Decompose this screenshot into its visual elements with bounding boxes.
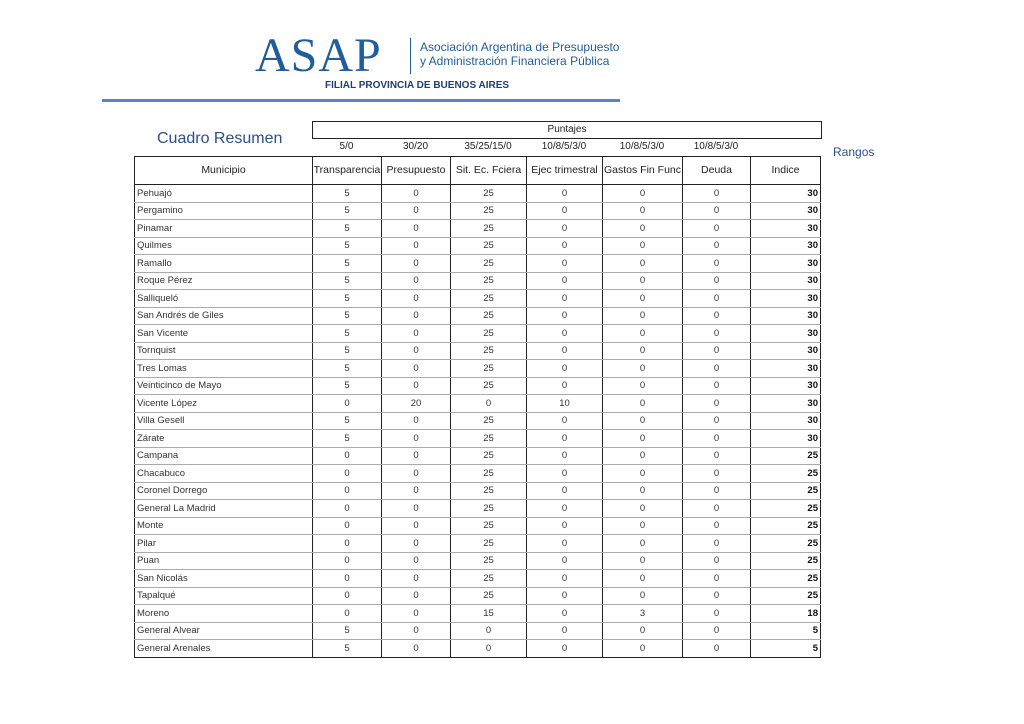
cell-transparencia: 5 [313, 412, 382, 430]
cell-indice: 5 [751, 640, 821, 658]
cell-presupuesto: 0 [382, 255, 451, 273]
cell-indice: 30 [751, 272, 821, 290]
table-row [135, 307, 821, 325]
cell-gastos: 0 [603, 272, 683, 290]
header-gastos: Gastos Fin Func [603, 157, 683, 185]
cell-deuda: 0 [683, 342, 751, 360]
cell-transparencia: 5 [313, 237, 382, 255]
cell-municipio: Campana [135, 447, 313, 465]
cell-municipio: San Vicente [135, 325, 313, 343]
cell-municipio: San Andrés de Giles [135, 307, 313, 325]
cell-gastos: 0 [603, 570, 683, 588]
cell-presupuesto: 0 [382, 237, 451, 255]
cell-municipio: Moreno [135, 605, 313, 623]
table-row [135, 220, 821, 238]
cell-sit-ec: 0 [451, 640, 527, 658]
cell-gastos: 0 [603, 430, 683, 448]
table-row [135, 272, 821, 290]
cell-municipio: Zárate [135, 430, 313, 448]
cell-gastos: 0 [603, 185, 683, 203]
cell-municipio: Roque Pérez [135, 272, 313, 290]
cell-ejec: 0 [527, 640, 603, 658]
header-municipio: Municipio [135, 157, 313, 185]
cell-transparencia: 0 [313, 447, 382, 465]
cell-municipio: Monte [135, 517, 313, 535]
cell-transparencia: 0 [313, 570, 382, 588]
cell-indice: 25 [751, 535, 821, 553]
cell-ejec: 0 [527, 272, 603, 290]
cell-ejec: 0 [527, 482, 603, 500]
cell-deuda: 0 [683, 325, 751, 343]
table-header-row [135, 157, 821, 185]
cell-indice: 30 [751, 202, 821, 220]
cell-deuda: 0 [683, 500, 751, 518]
cell-presupuesto: 0 [382, 500, 451, 518]
cell-municipio: San Nicolás [135, 570, 313, 588]
logo-filial: FILIAL PROVINCIA DE BUENOS AIRES [325, 80, 510, 91]
cell-sit-ec: 25 [451, 587, 527, 605]
cell-indice: 18 [751, 605, 821, 623]
cell-presupuesto: 0 [382, 220, 451, 238]
cell-deuda: 0 [683, 605, 751, 623]
cell-sit-ec: 25 [451, 430, 527, 448]
cell-municipio: Ramallo [135, 255, 313, 273]
cell-presupuesto: 0 [382, 552, 451, 570]
cell-indice: 25 [751, 447, 821, 465]
cell-ejec: 0 [527, 587, 603, 605]
cell-transparencia: 5 [313, 377, 382, 395]
cell-deuda: 0 [683, 255, 751, 273]
cell-sit-ec: 25 [451, 325, 527, 343]
cell-sit-ec: 25 [451, 185, 527, 203]
cell-gastos: 0 [603, 307, 683, 325]
cell-indice: 25 [751, 587, 821, 605]
cell-transparencia: 0 [313, 465, 382, 483]
cell-sit-ec: 25 [451, 272, 527, 290]
cell-presupuesto: 0 [382, 517, 451, 535]
table-row [135, 552, 821, 570]
cell-presupuesto: 0 [382, 307, 451, 325]
cell-gastos: 0 [603, 535, 683, 553]
cell-indice: 30 [751, 220, 821, 238]
cell-presupuesto: 0 [382, 430, 451, 448]
cell-gastos: 0 [603, 255, 683, 273]
cell-indice: 25 [751, 570, 821, 588]
cell-ejec: 0 [527, 237, 603, 255]
logo-line-1: Asociación Argentina de Presupuesto [420, 40, 620, 54]
cell-presupuesto: 0 [382, 482, 451, 500]
cell-indice: 30 [751, 307, 821, 325]
table-row [135, 377, 821, 395]
cell-sit-ec: 25 [451, 202, 527, 220]
table-row [135, 535, 821, 553]
cell-deuda: 0 [683, 202, 751, 220]
logo-line-2: y Administración Financiera Pública [420, 54, 610, 68]
cell-transparencia: 5 [313, 430, 382, 448]
weight-presupuesto: 30/20 [402, 141, 429, 152]
cell-deuda: 0 [683, 465, 751, 483]
cell-sit-ec: 25 [451, 465, 527, 483]
cell-ejec: 0 [527, 535, 603, 553]
cell-municipio: Puan [135, 552, 313, 570]
cell-municipio: Pehuajó [135, 185, 313, 203]
cell-ejec: 0 [527, 622, 603, 640]
cell-transparencia: 5 [313, 272, 382, 290]
cell-gastos: 0 [603, 237, 683, 255]
cell-transparencia: 0 [313, 552, 382, 570]
cell-presupuesto: 20 [382, 395, 451, 413]
table-row [135, 412, 821, 430]
cell-ejec: 0 [527, 360, 603, 378]
cell-municipio: Pergamino [135, 202, 313, 220]
table-row [135, 255, 821, 273]
cell-municipio: Villa Gesell [135, 412, 313, 430]
cell-indice: 25 [751, 500, 821, 518]
cell-gastos: 0 [603, 482, 683, 500]
cell-transparencia: 0 [313, 605, 382, 623]
cell-sit-ec: 25 [451, 377, 527, 395]
asap-logo [255, 30, 635, 100]
cell-deuda: 0 [683, 430, 751, 448]
cell-transparencia: 5 [313, 290, 382, 308]
logo-divider [410, 38, 411, 74]
weight-deuda: 10/8/5/3/0 [693, 141, 739, 152]
cell-ejec: 0 [527, 465, 603, 483]
table-row [135, 237, 821, 255]
cell-deuda: 0 [683, 185, 751, 203]
table-row [135, 587, 821, 605]
cell-ejec: 0 [527, 342, 603, 360]
cell-presupuesto: 0 [382, 535, 451, 553]
cell-sit-ec: 25 [451, 482, 527, 500]
cell-municipio: Pilar [135, 535, 313, 553]
cell-presupuesto: 0 [382, 272, 451, 290]
cell-sit-ec: 25 [451, 517, 527, 535]
cell-indice: 30 [751, 377, 821, 395]
header-deuda: Deuda [683, 157, 751, 185]
cell-presupuesto: 0 [382, 360, 451, 378]
table-row [135, 185, 821, 203]
cell-sit-ec: 25 [451, 342, 527, 360]
cell-deuda: 0 [683, 587, 751, 605]
cell-municipio: General La Madrid [135, 500, 313, 518]
cell-transparencia: 5 [313, 202, 382, 220]
header-transparencia: Transparencia [313, 157, 382, 185]
header-indice: Indice [751, 157, 821, 185]
table-row [135, 290, 821, 308]
cell-transparencia: 5 [313, 255, 382, 273]
cell-deuda: 0 [683, 290, 751, 308]
cell-sit-ec: 25 [451, 220, 527, 238]
logo-wordmark: ASAP [255, 29, 382, 82]
cell-transparencia: 0 [313, 587, 382, 605]
cell-ejec: 0 [527, 605, 603, 623]
cell-ejec: 10 [527, 395, 603, 413]
cell-deuda: 0 [683, 622, 751, 640]
summary-table [134, 156, 821, 658]
cell-presupuesto: 0 [382, 622, 451, 640]
cell-sit-ec: 15 [451, 605, 527, 623]
table-row [135, 430, 821, 448]
cell-presupuesto: 0 [382, 342, 451, 360]
cell-deuda: 0 [683, 412, 751, 430]
table-row [135, 640, 821, 658]
cell-gastos: 3 [603, 605, 683, 623]
rangos-label: Rangos [833, 145, 875, 159]
cell-transparencia: 0 [313, 395, 382, 413]
cell-municipio: General Alvear [135, 622, 313, 640]
cell-sit-ec: 25 [451, 570, 527, 588]
cell-indice: 30 [751, 325, 821, 343]
cell-indice: 25 [751, 465, 821, 483]
cell-ejec: 0 [527, 185, 603, 203]
cell-sit-ec: 25 [451, 255, 527, 273]
table-row [135, 342, 821, 360]
table-row [135, 570, 821, 588]
cell-municipio: Salliqueló [135, 290, 313, 308]
cell-sit-ec: 25 [451, 552, 527, 570]
cell-sit-ec: 25 [451, 535, 527, 553]
cell-transparencia: 0 [313, 500, 382, 518]
table-row [135, 325, 821, 343]
cell-sit-ec: 25 [451, 412, 527, 430]
cell-presupuesto: 0 [382, 202, 451, 220]
puntajes-header: Puntajes [312, 121, 822, 139]
cell-gastos: 0 [603, 290, 683, 308]
cell-transparencia: 0 [313, 517, 382, 535]
cell-ejec: 0 [527, 447, 603, 465]
cell-indice: 30 [751, 290, 821, 308]
cell-presupuesto: 0 [382, 570, 451, 588]
header-sit-ec: Sit. Ec. Fciera [451, 157, 527, 185]
cell-deuda: 0 [683, 237, 751, 255]
cell-deuda: 0 [683, 552, 751, 570]
cell-sit-ec: 0 [451, 395, 527, 413]
table-row [135, 465, 821, 483]
cell-deuda: 0 [683, 307, 751, 325]
cell-deuda: 0 [683, 447, 751, 465]
cell-ejec: 0 [527, 412, 603, 430]
cell-ejec: 0 [527, 500, 603, 518]
header-presupuesto: Presupuesto [382, 157, 451, 185]
header-ejec: Ejec trimestral [527, 157, 603, 185]
cell-sit-ec: 25 [451, 307, 527, 325]
cell-deuda: 0 [683, 570, 751, 588]
header-rule [102, 99, 620, 102]
cell-ejec: 0 [527, 552, 603, 570]
cell-deuda: 0 [683, 535, 751, 553]
cell-ejec: 0 [527, 290, 603, 308]
table-row [135, 395, 821, 413]
cell-indice: 30 [751, 412, 821, 430]
cell-deuda: 0 [683, 517, 751, 535]
cell-ejec: 0 [527, 220, 603, 238]
cell-sit-ec: 25 [451, 290, 527, 308]
cell-gastos: 0 [603, 377, 683, 395]
table-row [135, 605, 821, 623]
cell-indice: 30 [751, 360, 821, 378]
cell-transparencia: 5 [313, 342, 382, 360]
cell-presupuesto: 0 [382, 325, 451, 343]
cell-presupuesto: 0 [382, 587, 451, 605]
table-row [135, 500, 821, 518]
table-row [135, 360, 821, 378]
cell-gastos: 0 [603, 640, 683, 658]
cell-transparencia: 0 [313, 482, 382, 500]
table-row [135, 447, 821, 465]
cell-presupuesto: 0 [382, 447, 451, 465]
cell-municipio: Quilmes [135, 237, 313, 255]
cell-sit-ec: 25 [451, 447, 527, 465]
weight-sit-ec: 35/25/15/0 [464, 141, 512, 152]
cell-indice: 30 [751, 342, 821, 360]
cell-transparencia: 5 [313, 220, 382, 238]
cell-gastos: 0 [603, 360, 683, 378]
cell-indice: 5 [751, 622, 821, 640]
cell-indice: 30 [751, 237, 821, 255]
cell-ejec: 0 [527, 570, 603, 588]
cell-municipio: Vicente López [135, 395, 313, 413]
cell-ejec: 0 [527, 517, 603, 535]
cell-transparencia: 5 [313, 622, 382, 640]
cell-indice: 25 [751, 517, 821, 535]
weight-ejec: 10/8/5/3/0 [541, 141, 587, 152]
cell-presupuesto: 0 [382, 605, 451, 623]
weight-transparencia: 5/0 [339, 141, 354, 152]
weight-gastos: 10/8/5/3/0 [619, 141, 665, 152]
cell-municipio: Coronel Dorrego [135, 482, 313, 500]
cell-deuda: 0 [683, 220, 751, 238]
cell-ejec: 0 [527, 255, 603, 273]
cell-presupuesto: 0 [382, 377, 451, 395]
cell-ejec: 0 [527, 377, 603, 395]
table-row [135, 622, 821, 640]
page-title: Cuadro Resumen [157, 130, 283, 147]
cell-deuda: 0 [683, 272, 751, 290]
cell-sit-ec: 25 [451, 500, 527, 518]
cell-municipio: Tapalqué [135, 587, 313, 605]
cell-gastos: 0 [603, 587, 683, 605]
cell-sit-ec: 0 [451, 622, 527, 640]
cell-gastos: 0 [603, 220, 683, 238]
cell-gastos: 0 [603, 342, 683, 360]
cell-deuda: 0 [683, 377, 751, 395]
cell-transparencia: 0 [313, 535, 382, 553]
cell-municipio: Pinamar [135, 220, 313, 238]
cell-gastos: 0 [603, 517, 683, 535]
cell-transparencia: 5 [313, 307, 382, 325]
cell-transparencia: 5 [313, 185, 382, 203]
cell-presupuesto: 0 [382, 465, 451, 483]
cell-gastos: 0 [603, 325, 683, 343]
cell-municipio: Tornquist [135, 342, 313, 360]
cell-sit-ec: 25 [451, 237, 527, 255]
cell-transparencia: 5 [313, 640, 382, 658]
cell-gastos: 0 [603, 465, 683, 483]
cell-indice: 30 [751, 395, 821, 413]
cell-gastos: 0 [603, 202, 683, 220]
cell-ejec: 0 [527, 307, 603, 325]
cell-gastos: 0 [603, 622, 683, 640]
cell-transparencia: 5 [313, 325, 382, 343]
cell-sit-ec: 25 [451, 360, 527, 378]
cell-deuda: 0 [683, 482, 751, 500]
cell-deuda: 0 [683, 395, 751, 413]
cell-municipio: Chacabuco [135, 465, 313, 483]
cell-indice: 30 [751, 430, 821, 448]
cell-indice: 30 [751, 185, 821, 203]
table-row [135, 482, 821, 500]
cell-ejec: 0 [527, 202, 603, 220]
cell-municipio: General Arenales [135, 640, 313, 658]
cell-gastos: 0 [603, 552, 683, 570]
cell-indice: 30 [751, 255, 821, 273]
cell-ejec: 0 [527, 430, 603, 448]
cell-transparencia: 5 [313, 360, 382, 378]
cell-municipio: Tres Lomas [135, 360, 313, 378]
cell-deuda: 0 [683, 640, 751, 658]
cell-presupuesto: 0 [382, 185, 451, 203]
cell-municipio: Veinticinco de Mayo [135, 377, 313, 395]
cell-indice: 25 [751, 482, 821, 500]
cell-gastos: 0 [603, 395, 683, 413]
cell-presupuesto: 0 [382, 412, 451, 430]
table-row [135, 517, 821, 535]
cell-gastos: 0 [603, 412, 683, 430]
cell-indice: 25 [751, 552, 821, 570]
cell-ejec: 0 [527, 325, 603, 343]
cell-deuda: 0 [683, 360, 751, 378]
cell-gastos: 0 [603, 447, 683, 465]
cell-gastos: 0 [603, 500, 683, 518]
table-row [135, 202, 821, 220]
cell-presupuesto: 0 [382, 290, 451, 308]
cell-presupuesto: 0 [382, 640, 451, 658]
